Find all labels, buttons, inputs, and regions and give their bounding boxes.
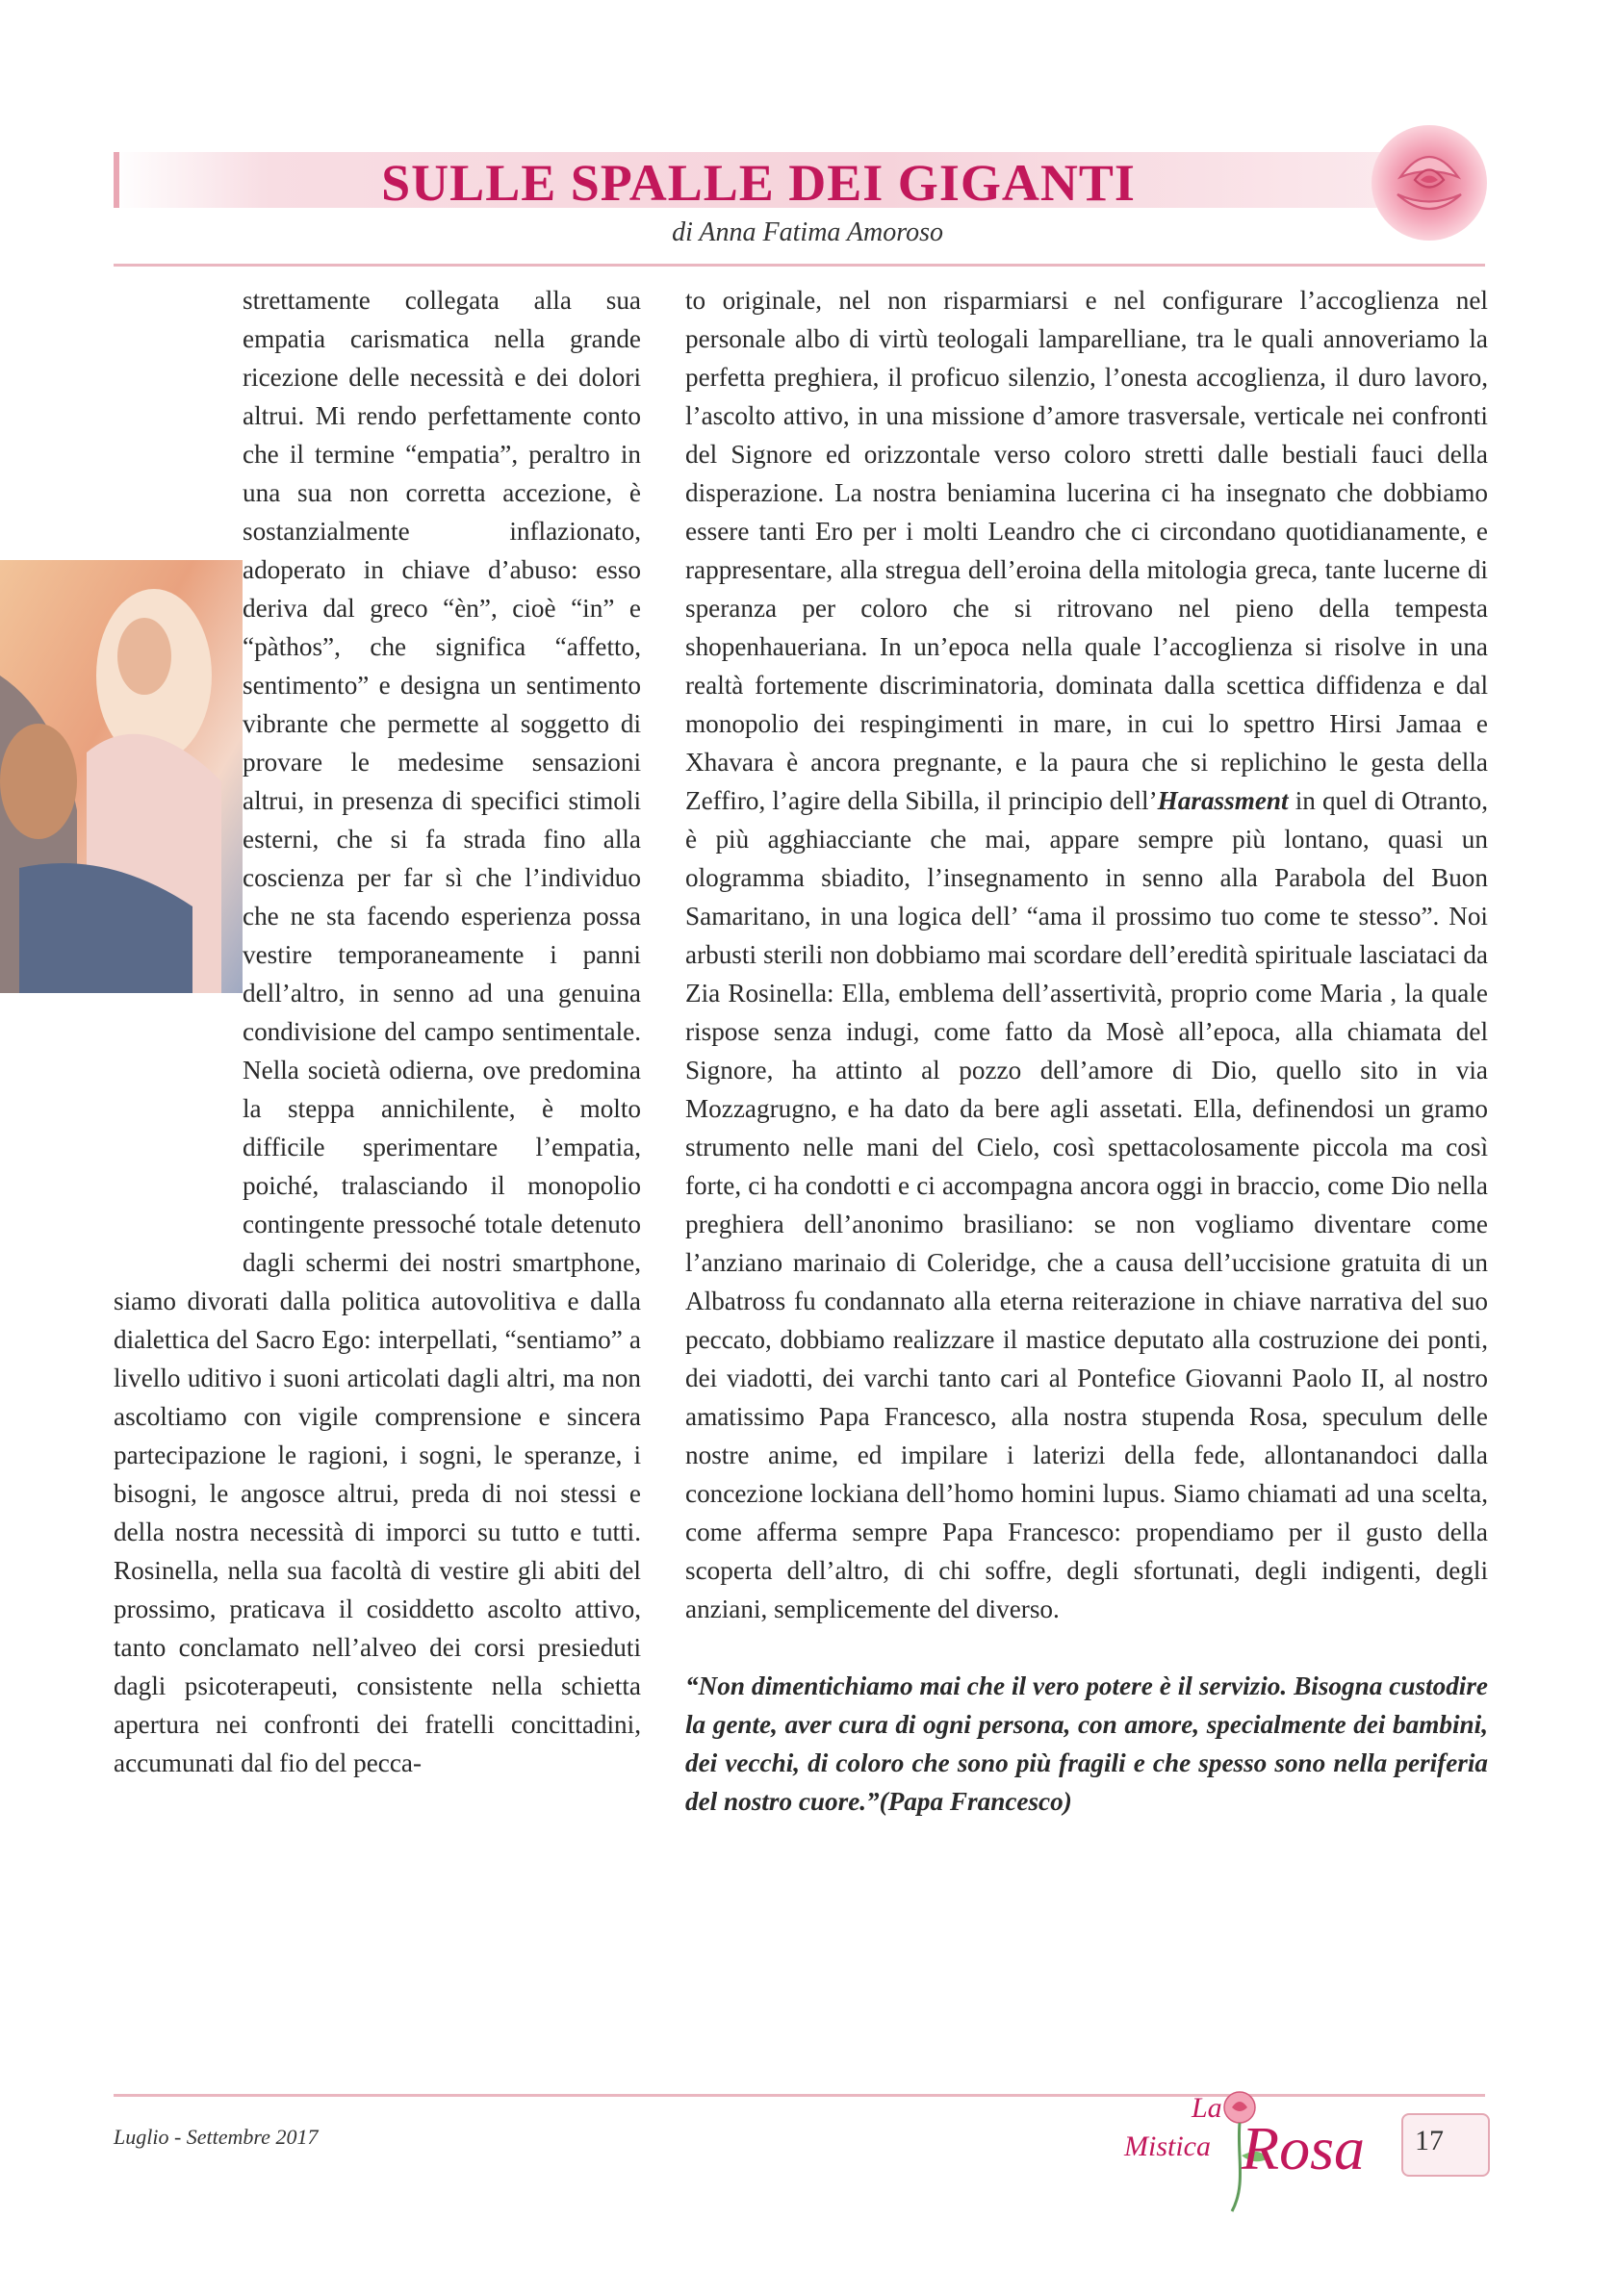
right-text-part-2: in quel di Otranto, è più agghiacciante che mai, appare sempre più lontano, quasi un ologramma sbiadito, l’insegnamento in senno alla Parabola del Buon Samaritano, in una logica dell’ “ama il prossimo tuo come te stesso”. Noi arbusti sterili non dobbiamo mai scordare dell’eredità spirituale lasciataci da Zia Rosinella: Ella, emblema dell’assertività, proprio come Maria , la quale rispose senza indugi, come fatto da Mosè all’epoca, alla chiamata del Signore, ha attinto al pozzo dell’amore di Dio, quello sito in via Mozzagrugno, e ha dato da bere agli assetati. Ella, definendosi un gramo strumento nelle mani del Cielo, così spettacolosamente piccola ma così forte, ci ha condotti e ci accompagna ancora oggi in braccio, come Dio nella preghiera dell’anonimo brasiliano: se non vogliamo diventare come l’anziano marinaio di Coleridge, che a causa dell’uccisione gratuita di un Albatross fu condannato alla eterna reiterazione in chiave narrativa del suo peccato, dobbiamo realizzare il mastice deputato alla costruzione dei ponti, dei viadotti, dei varchi tanto cari al Pontefice Giovanni Paolo II, al nostro amatissimo Papa Francesco, alla nostra stupenda Rosa, speculum delle nostre anime, ed impilare i laterizi della fede, allontanandoci dalla concezione lockiana dell’homo homini lupus. Siamo chiamati ad una scelta, come afferma sempre Papa Francesco: propendiamo per il gusto della scoperta dell’altro, di chi soffre, degli sfortunati, degli indigenti, degli anziani, semplicemente del diverso.: [685, 786, 1488, 1623]
page-number: 17: [1415, 2125, 1444, 2156]
issue-date: Luglio - Settembre 2017: [114, 2125, 319, 2149]
logo-mistica: Mistica: [1124, 2130, 1211, 2162]
left-column: [114, 281, 641, 1782]
rose-icon: [1357, 108, 1501, 252]
emphasis-harassment: Harassment: [1157, 786, 1289, 815]
madonna-painting-image: [0, 560, 243, 1253]
logo-la: La: [1192, 2092, 1222, 2124]
top-rule: [114, 264, 1485, 267]
right-text-part-1: to originale, nel non risparmiarsi e nel configurare l’accoglienza nel personale albo di virtù teologali lamparelliane, tra le quali annoveriamo la perfetta preghiera, il proficuo silenzio, l’onesta accoglienza, il duro lavoro, l’ascolto attivo, in una missione d’amore trasversale, verticale nei confronti del Signore ed orizzontale verso coloro stretti dalle bestiali fauci della disperazione. La nostra beniamina lucerina ci ha insegnato che dobbiamo essere tanti Ero per i molti Leandro che ci circondano quotidianamente, e rappresentare, alla stregua dell’eroina della mitologia greca, tante lucerne di speranza per coloro che si ritrovano nel pieno della tempesta shopenhaueriana. In un’epoca nella quale l’accoglienza si risolve in una realtà fortemente discriminatoria, dominata dalla scettica diffidenza e dal monopolio dei respingimenti in mare, in cui lo spettro Hirsi Jamaa e Xhavara è ancora pregnante, e la paura che si replichino le gesta della Zeffiro, l’agire della Sibilla, il principio dell’: [685, 286, 1488, 815]
pope-quote: “Non dimentichiamo mai che il vero potere è il servizio. Bisogna custodire la gente, aver cura di ogni persona, con amore, specialmente dei bambini, dei vecchi, di coloro che sono più fragili e che spesso sono nella periferia del nostro cuore.”(Papa Francesco): [685, 1671, 1488, 1816]
article-title: SULLE SPALLE DEI GIGANTI: [381, 154, 1136, 212]
right-column-text: [685, 281, 1488, 1628]
byline: di Anna Fatima Amoroso: [672, 217, 943, 247]
logo-rosa: Rosa: [1242, 2114, 1365, 2182]
right-column: [685, 281, 1488, 1821]
left-column-text: strettamente collegata alla sua empatia carismatica nella grande ricezione delle necessità e dei dolori altrui. Mi rendo perfettamente conto che il termine “empatia”, peraltro in una sua non corretta accezione, è sostanzialmente inflazionato, adoperato in chiave d’abuso: esso deriva dal greco “èn”, cioè “in” e “pàthos”, che significa “affetto, sentimento” e designa un sentimento vibrante che permette al soggetto di provare le medesime sensazioni altrui, in presenza di specifici stimoli esterni, che si fa strada fino alla coscienza per far sì che l’individuo che ne sta facendo esperienza possa vestire temporaneamente i panni dell’altro, in senno ad una genuina condivisione del campo sentimentale. Nella società odierna, ove predomina la steppa annichilente, è molto difficile sperimentare l’empatia, poiché, tralasciando il monopolio contingente pressoché totale detenuto dagli schermi dei nostri smartphone, siamo divorati dalla politica autovolitiva e dalla dialettica del Sacro Ego: interpellati, “sentiamo” a livello uditivo i suoni articolati dagli altri, ma non ascoltiamo con vigile comprensione e sincera partecipazione le ragioni, i sogni, le speranze, i bisogni, le angosce altrui, preda di noi stessi e della nostra necessità di imporci su tutto e tutti. Rosinella, nella sua facoltà di vestire gli abiti del prossimo, praticava il cosiddetto ascolto attivo, tanto conclamato nell’alveo dei corsi presieduti dagli psicoterapeuti, consistente nella schietta apertura nei confronti dei fratelli concittadini, accumunati dal fio del pecca-: [114, 286, 641, 1777]
